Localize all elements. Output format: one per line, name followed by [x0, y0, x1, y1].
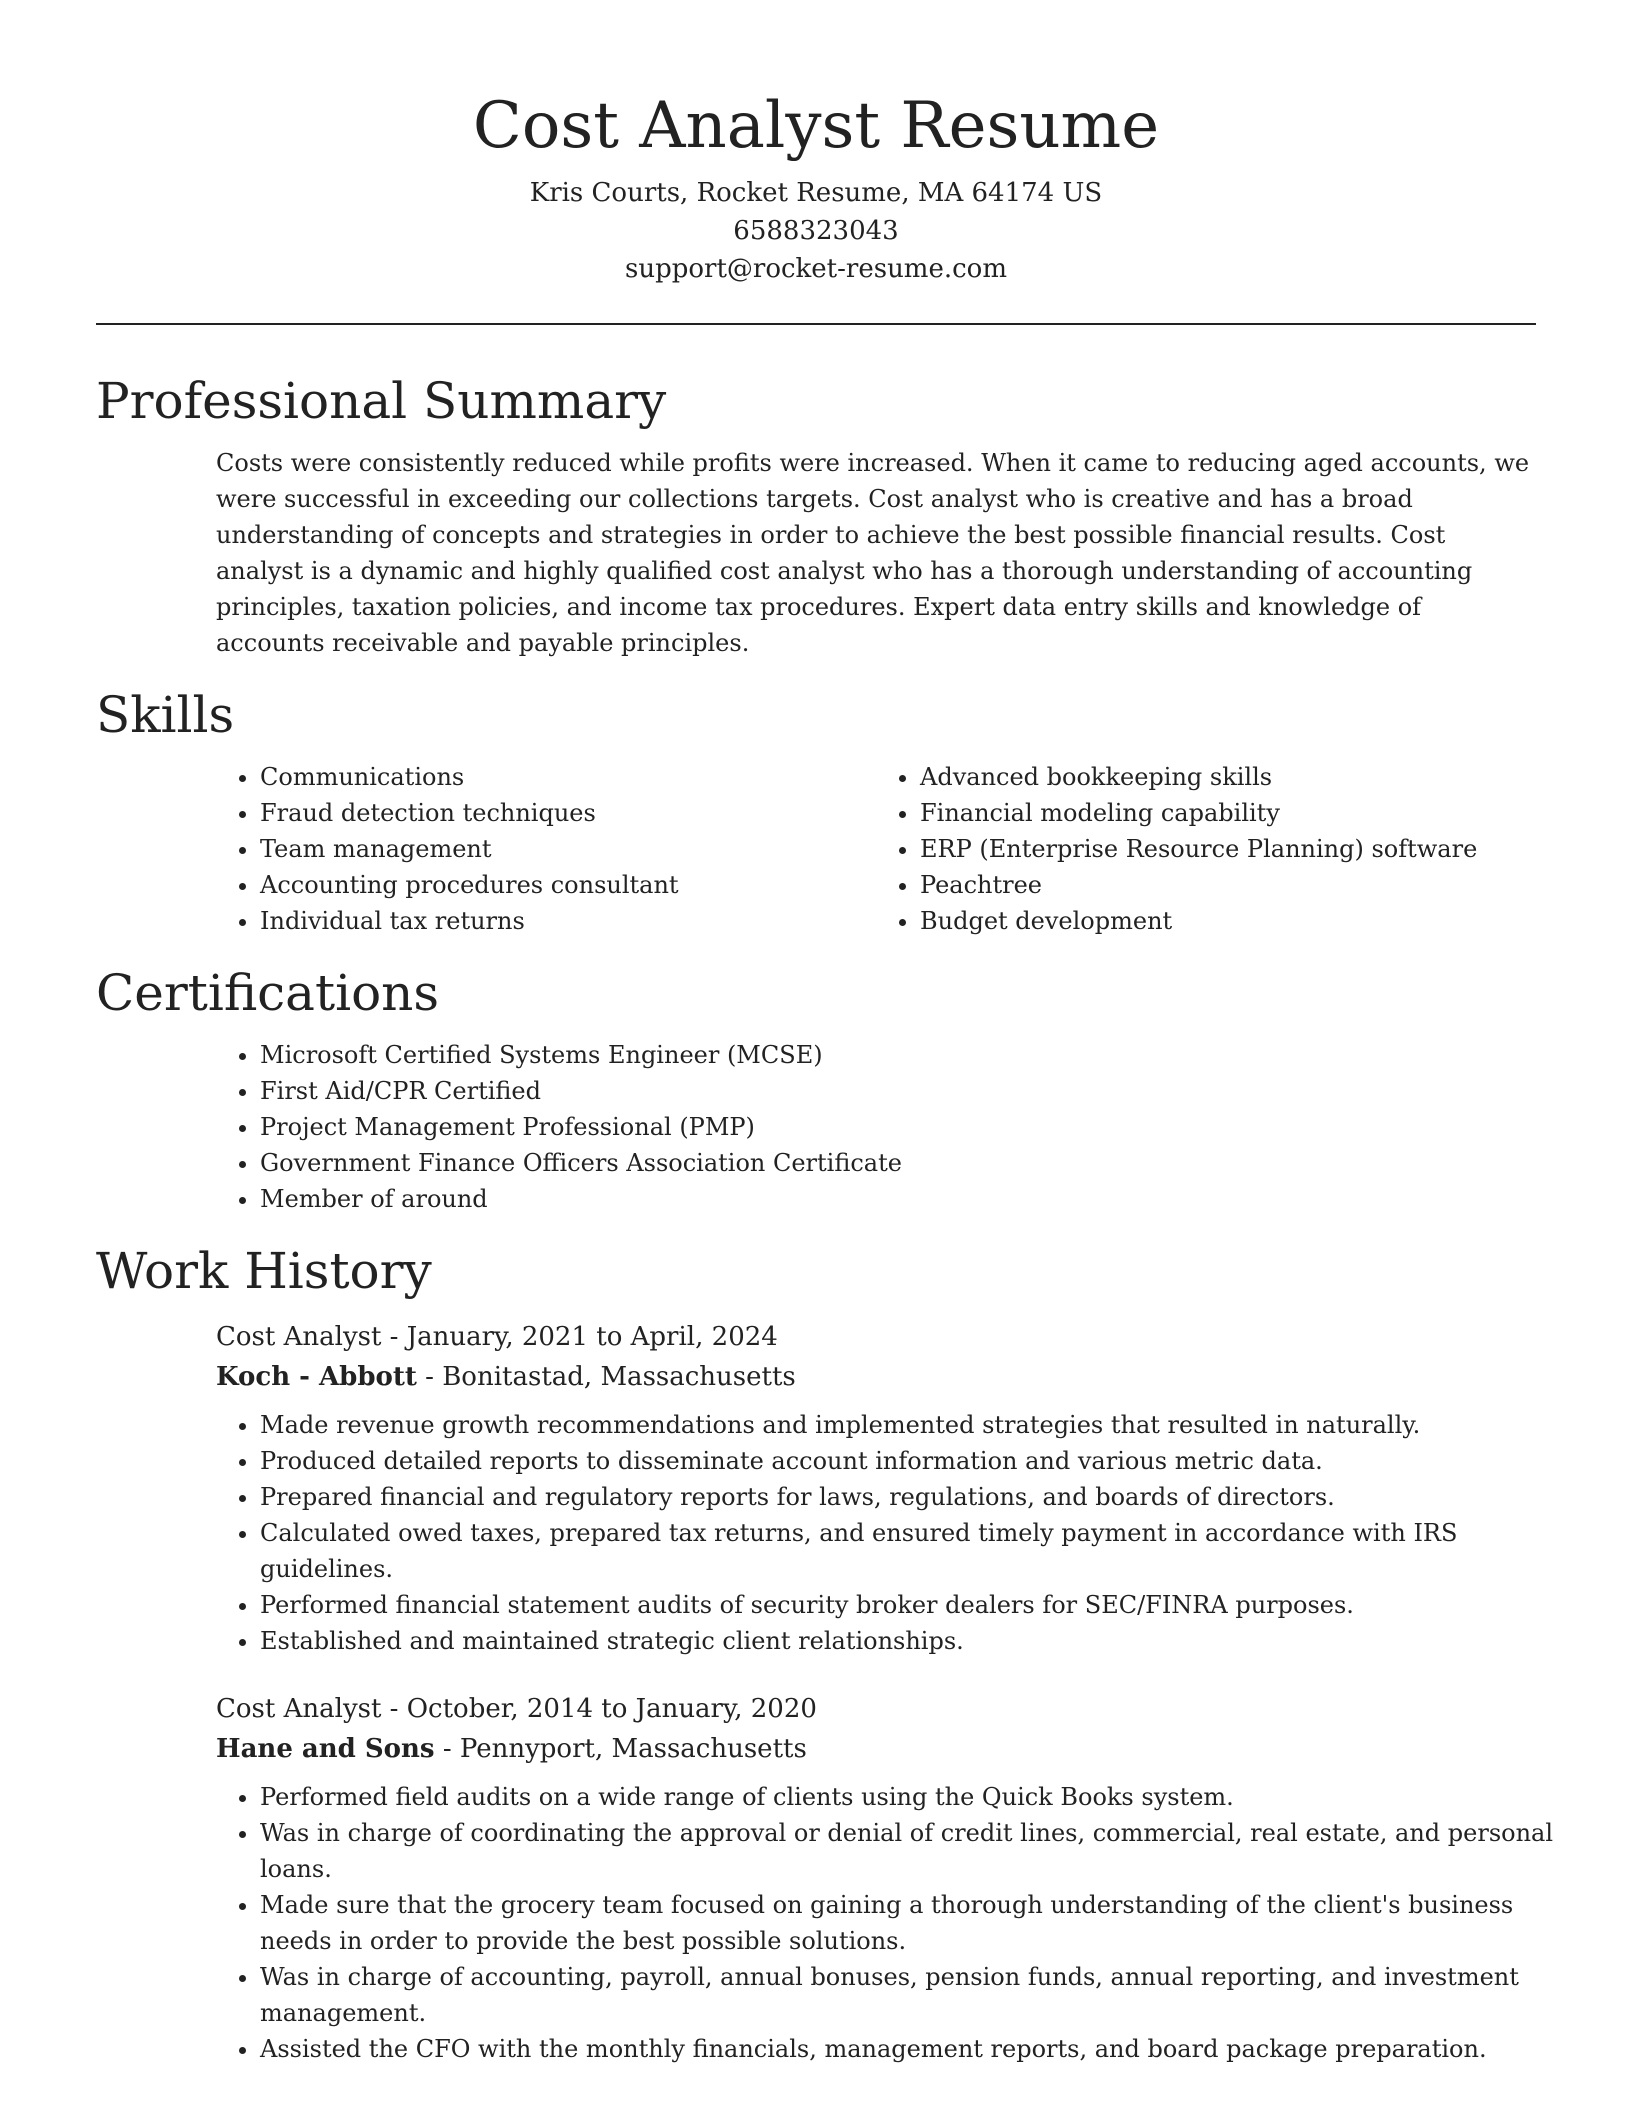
job-company: Hane and Sons: [216, 1734, 435, 1764]
job-bullet: • Assisted the CFO with the monthly financials, management reports, and board package preparation.: [260, 2031, 1580, 2067]
certifications-section: [96, 961, 1536, 1217]
resume-page: [96, 0, 1554, 2067]
work-history-heading: Work History: [96, 1242, 432, 1300]
certification-item: • Government Finance Officers Association Certificate: [260, 1145, 1536, 1181]
job-bullet: • Produced detailed reports to disseminate account information and various metric data.: [260, 1443, 1580, 1479]
skill-item: • Accounting procedures consultant: [260, 867, 876, 903]
contact-phone: 6588323043: [733, 216, 899, 246]
skill-item: • Fraud detection techniques: [260, 795, 876, 831]
contact-block: [96, 174, 1536, 288]
job-bullet: • Performed field audits on a wide range of clients using the Quick Books system.: [260, 1779, 1580, 1815]
job-bullet: • Made revenue growth recommendations and implemented strategies that resulted in naturally.: [260, 1407, 1580, 1443]
summary-heading: Professional Summary: [96, 372, 667, 430]
skills-section: [96, 683, 1536, 939]
job-bullet: • Calculated owed taxes, prepared tax returns, and ensured timely payment in accordance with IRS guidelines.: [260, 1515, 1580, 1587]
summary-text: Costs were consistently reduced while profits were increased. When it came to reducing aged accounts, we were successful in exceeding our collections targets. Cost analyst who is creative and has a broad understanding of concepts and strategies in order to achieve the best possible financial results. Cost analyst is a dynamic and highly qualified cost analyst who has a thorough understanding of accounting principles, taxation policies, and income tax procedures. Expert data entry skills and knowledge of accounts receivable and payable principles.: [216, 449, 1530, 657]
header-divider: [96, 323, 1536, 325]
certification-item: • Microsoft Certified Systems Engineer (MCSE): [260, 1037, 1536, 1073]
job-bullet: • Established and maintained strategic client relationships.: [260, 1623, 1580, 1659]
job-company: Koch - Abbott: [216, 1362, 417, 1392]
job-bullet: • Was in charge of accounting, payroll, annual bonuses, pension funds, annual reporting, and investment management.: [260, 1959, 1580, 2031]
job-bullets: [216, 1407, 1580, 1659]
skills-grid: [216, 759, 1536, 939]
contact-email: support@rocket-resume.com: [624, 254, 1007, 284]
resume-title: Cost Analyst Resume: [472, 89, 1160, 163]
skills-list-right: [876, 759, 1536, 939]
contact-address: Kris Courts, Rocket Resume, MA 64174 US: [529, 178, 1103, 208]
job-location: - Bonitastad, Massachusetts: [416, 1362, 796, 1392]
job-bullet: • Made sure that the grocery team focused on gaining a thorough understanding of the client's business needs in order to provide the best possible solutions.: [260, 1887, 1580, 1959]
job-bullet: • Was in charge of coordinating the approval or denial of credit lines, commercial, real estate, and personal loans.: [260, 1815, 1580, 1887]
work-history-section: [96, 1239, 1554, 2067]
skill-item: • Advanced bookkeeping skills: [920, 759, 1536, 795]
job-location: - Pennyport, Massachusetts: [434, 1734, 807, 1764]
skill-item: • Communications: [260, 759, 876, 795]
skill-item: • Budget development: [920, 903, 1536, 939]
job-company-line: [216, 1729, 1536, 1769]
job-bullets: [216, 1779, 1580, 2067]
certification-item: • Project Management Professional (PMP): [260, 1109, 1536, 1145]
certifications-list: [216, 1037, 1536, 1217]
skill-item: • Peachtree: [920, 867, 1536, 903]
skill-item: • ERP (Enterprise Resource Planning) software: [920, 831, 1536, 867]
certification-item: • First Aid/CPR Certified: [260, 1073, 1536, 1109]
skill-item: • Individual tax returns: [260, 903, 876, 939]
job-bullet: • Performed financial statement audits of security broker dealers for SEC/FINRA purposes.: [260, 1587, 1580, 1623]
job-entry: [216, 1689, 1554, 2067]
summary-section: [96, 369, 1536, 661]
skill-item: • Team management: [260, 831, 876, 867]
job-bullet: • Prepared financial and regulatory reports for laws, regulations, and boards of directors.: [260, 1479, 1580, 1515]
certifications-heading: Certifications: [96, 964, 440, 1022]
certification-item: • Member of around: [260, 1181, 1536, 1217]
job-title-line: Cost Analyst - October, 2014 to January, 2020: [216, 1694, 817, 1724]
skill-item: • Financial modeling capability: [920, 795, 1536, 831]
skills-heading: Skills: [96, 686, 235, 744]
skills-list-left: [216, 759, 876, 939]
job-title-line: Cost Analyst - January, 2021 to April, 2024: [216, 1322, 778, 1352]
job-entry: [216, 1317, 1536, 1659]
job-company-line: [216, 1357, 1536, 1397]
